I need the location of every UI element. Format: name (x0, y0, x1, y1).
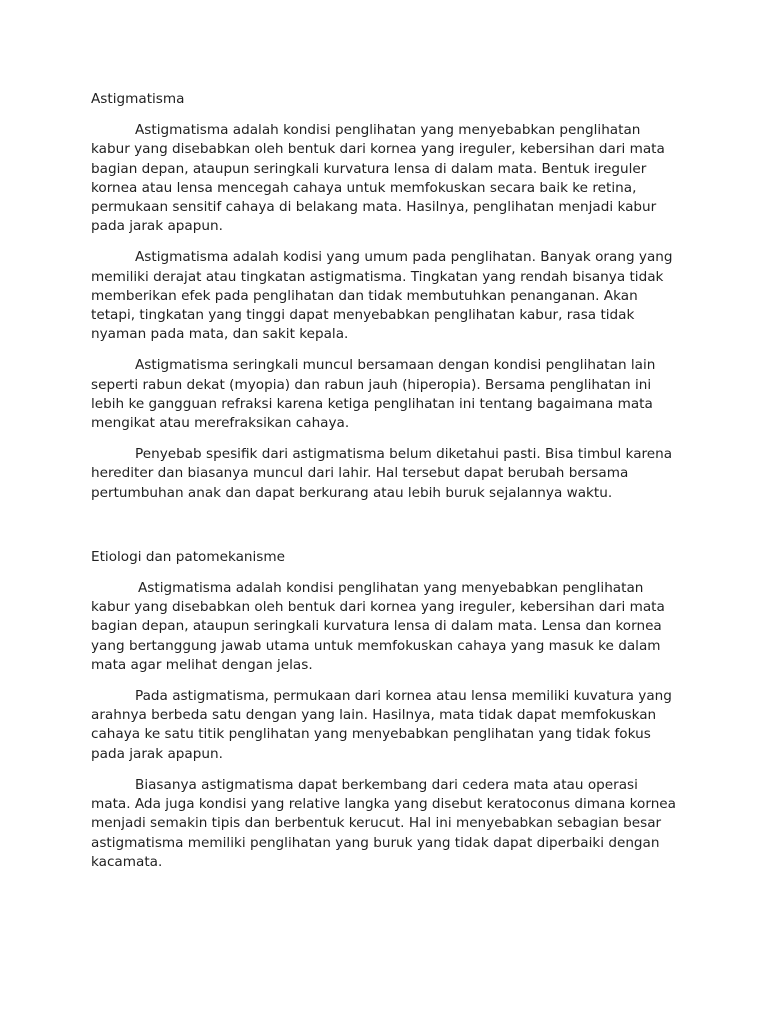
paragraph: Pada astigmatisma, permukaan dari kornea atau lensa memiliki kuvatura yang arahnya berbeda satu dengan yang lain. Hasilnya, mata tidak dapat memfokuskan cahaya ke satu titik penglihatan yang menyebabkan penglihatan yang tidak fokus pada jarak apapun. (91, 688, 672, 762)
section-heading: Astigmatisma (91, 91, 185, 107)
section-heading: Etiologi dan patomekanisme (91, 548, 285, 565)
section-spacer (91, 515, 676, 548)
paragraph: Astigmatisma adalah kodisi yang umum pada penglihatan. Banyak orang yang memiliki derajat atau tingkatan astigmatisma. Tingkatan yang rendah bisanya tidak memberikan efek pada penglihatan dan tidak membutuhkan penanganan. Akan tetapi, tingkatan yang tinggi dapat menyebabkan penglihatan kabur, rasa tidak nyaman pada mata, dan sakit kepala. (91, 249, 673, 343)
section-astigmatisma (91, 90, 676, 503)
paragraph: Astigmatisma adalah kondisi penglihatan yang menyebabkan penglihatan kabur yang disebabkan oleh bentuk dari kornea yang ireguler, kebersihan dari mata bagian depan, ataupun seringkali kurvatura lensa di dalam mata. Lensa dan kornea yang bertanggung jawab utama untuk memfokuskan cahaya yang masuk ke dalam mata agar melihat dengan jelas. (91, 580, 665, 673)
section-etiologi (91, 548, 676, 872)
paragraph: Penyebab spesifik dari astigmatisma belum diketahui pasti. Bisa timbul karena herediter dan biasanya muncul dari lahir. Hal tersebut dapat berubah bersama pertumbuhan anak dan dapat berkurang atau lebih buruk sejalannya waktu. (91, 446, 673, 501)
paragraph: Astigmatisma seringkali muncul bersamaan dengan kondisi penglihatan lain seperti rabun dekat (myopia) dan rabun jauh (hiperopia). Bersama penglihatan ini lebih ke gangguan refraksi karena ketiga penglihatan ini tentang bagaimana mata mengikat atau merefraksikan cahaya. (91, 357, 656, 432)
paragraph: Biasanya astigmatisma dapat berkembang dari cedera mata atau operasi mata. Ada juga kondisi yang relative langka yang disebut keratoconus dimana kornea menjadi semakin tipis dan berbentuk kerucut. Hal ini menyebabkan sebagian besar astigmatisma memiliki penglihatan yang buruk yang tidak dapat diperbaiki dengan kacamata. (91, 776, 677, 870)
paragraph: Astigmatisma adalah kondisi penglihatan yang menyebabkan penglihatan kabur yang disebabkan oleh bentuk dari kornea yang ireguler, kebersihan dari mata bagian depan, ataupun seringkali kurvatura lensa di dalam mata. Bentuk ireguler kornea atau lensa mencegah cahaya untuk memfokuskan secara baik ke retina, permukaan sensitif cahaya di belakang mata. Hasilnya, penglihatan menjadi kabur pada jarak apapun. (91, 122, 665, 235)
